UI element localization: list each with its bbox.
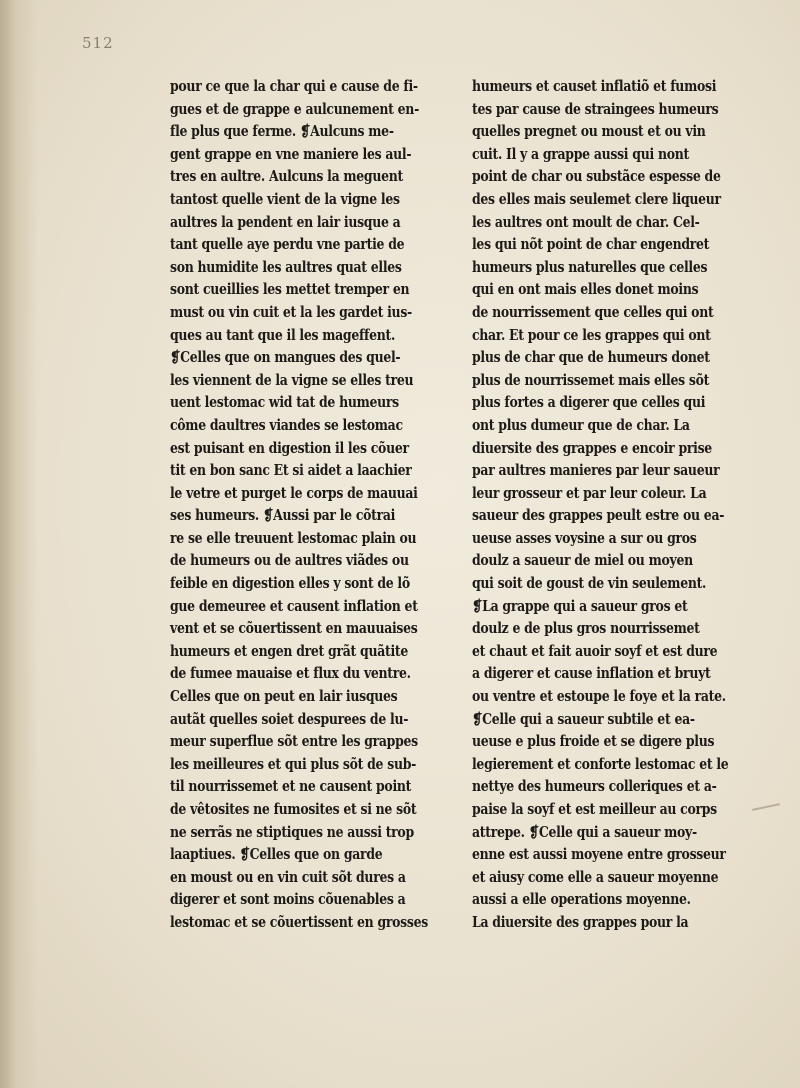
text-line: a digerer et cause inflation et bruyt [472,665,711,683]
text-line: tant quelle aye perdu vne partie de [170,236,405,254]
text-line: enne est aussi moyene entre grosseur [472,846,726,864]
text-line: ques au tant que il les mageffent. [170,326,396,344]
text-line: uent lestomac wid tat de humeurs [170,394,399,412]
text-line: et chaut et fait auoir soyf et est dure [472,642,718,660]
text-line: digerer et sont moins cõuenables a [170,891,406,909]
text-line: ❡La grappe qui a saueur gros et [472,597,688,615]
text-line: qui en ont mais elles donet moins [472,281,699,299]
text-line: et aiusy come elle a saueur moyenne [472,868,719,886]
text-line: plus de char que de humeurs donet [472,349,710,367]
text-line: saueur des grappes peult estre ou ea- [472,507,725,525]
text-line: quelles pregnet ou moust et ou vin [472,123,706,141]
text-line: ❡Celle qui a saueur subtile et ea- [472,710,695,728]
text-line: La diuersite des grappes pour la [472,913,689,931]
text-line: til nourrissemet et ne causent point [170,778,412,796]
text-line: laaptiues. ❡Celles que on garde [170,846,383,864]
text-line: paise la soyf et est meilleur au corps [472,801,717,818]
text-line: Celles que on peut en lair iusques [170,688,398,706]
text-line: gent grappe en vne maniere les aul- [170,145,412,163]
text-line: en moust ou en vin cuit sõt dures a [170,868,406,886]
text-line: vent et se cõuertissent en mauuaises [170,620,418,638]
text-line: doulz e de plus gros nourrissemet [472,620,700,638]
text-line: autãt quelles soiet despurees de lu- [170,710,409,728]
text-line: point de char ou substãce espesse de [472,168,721,186]
right-text-column [472,76,728,935]
text-line: ueuse e plus froide et se digere plus [472,733,715,751]
text-line: char. Et pour ce les grappes qui ont [472,326,711,344]
text-line: les qui nõt point de char engendret [472,236,710,254]
text-line: les meilleures et qui plus sõt de sub- [170,755,417,773]
text-line: re se elle treuuent lestomac plain ou [170,529,417,547]
left-text-column [170,76,428,935]
text-line: humeurs et engen dret grãt quãtite [170,642,408,660]
text-line: tres en aultre. Aulcuns la meguent [170,168,403,186]
text-line: est puisant en digestion il les cõuer [170,439,409,457]
text-line: des elles mais seulemet clere liqueur [472,190,721,208]
text-line: le vetre et purget le corps de mauuai [170,484,418,502]
text-line: ont plus dumeur que de char. La [472,416,690,434]
text-line: ne serrãs ne stiptiques ne aussi trop [170,823,414,841]
text-line: attrepe. ❡Celle qui a saueur moy- [472,823,697,841]
text-line: gue demeuree et causent inflation et [170,597,418,615]
text-line: fle plus que ferme. ❡Aulcuns me- [170,123,394,141]
text-line: tantost quelle vient de la vigne les [170,190,400,208]
text-line: legierement et conforte lestomac et le [472,755,729,773]
text-line: de fumee mauaise et flux du ventre. [170,665,411,683]
text-line: qui soit de goust de vin seulement. [472,575,707,593]
text-line: les viennent de la vigne se elles treu [170,371,414,389]
text-line: feible en digestion elles y sont de lõ [170,575,410,593]
text-line: cuit. Il y a grappe aussi qui nont [472,145,689,163]
text-line: nettye des humeurs colleriques et a- [472,778,717,796]
text-line: plus de nourrissemet mais elles sõt [472,371,710,389]
text-line: plus fortes a digerer que celles qui [472,394,706,412]
text-line: leur grosseur et par leur coleur. La [472,484,707,502]
text-line: pour ce que la char qui e cause de fi- [170,78,418,95]
text-line: humeurs plus naturelles que celles [472,258,708,276]
text-line: doulz a saueur de miel ou moyen [472,552,693,570]
text-line: meur superflue sõt entre les grappes [170,733,418,751]
text-line: de nourrissement que celles qui ont [472,303,714,321]
text-line: aultres la pendent en lair iusque a [170,213,401,231]
text-line: ses humeurs. ❡Aussi par le cõtrai [170,507,396,525]
text-line: aussi a elle operations moyenne. [472,891,691,909]
text-line: par aultres manieres par leur saueur [472,462,720,480]
text-line: les aultres ont moult de char. Cel- [472,213,700,231]
text-line: gues et de grappe e aulcunement en- [170,100,419,118]
text-line: sont cueillies les mettet tremper en [170,281,410,299]
text-line: must ou vin cuit et la les gardet ius- [170,303,412,321]
text-line: diuersite des grappes e encoir prise [472,439,712,457]
margin-pen-mark [752,803,780,811]
binding-gutter-shadow [0,0,38,1088]
folio-number: 512 [82,34,114,52]
text-line: ueuse asses voysine a sur ou gros [472,529,697,547]
text-line: son humidite les aultres quat elles [170,258,402,276]
text-line: ou ventre et estoupe le foye et la rate. [472,688,726,706]
text-line: humeurs et causet inflatiõ et fumosi [472,78,717,95]
text-line: de vêtosites ne fumosites et si ne sõt [170,801,417,818]
text-line: tes par cause de straingees humeurs [472,100,719,118]
text-line: tit en bon sanc Et si aidet a laachier [170,462,412,480]
text-line: ❡Celles que on mangues des quel- [170,349,401,367]
text-line: côme daultres viandes se lestomac [170,416,403,434]
text-line: lestomac et se cõuertissent en grosses [170,913,428,931]
text-line: de humeurs ou de aultres viãdes ou [170,552,409,570]
